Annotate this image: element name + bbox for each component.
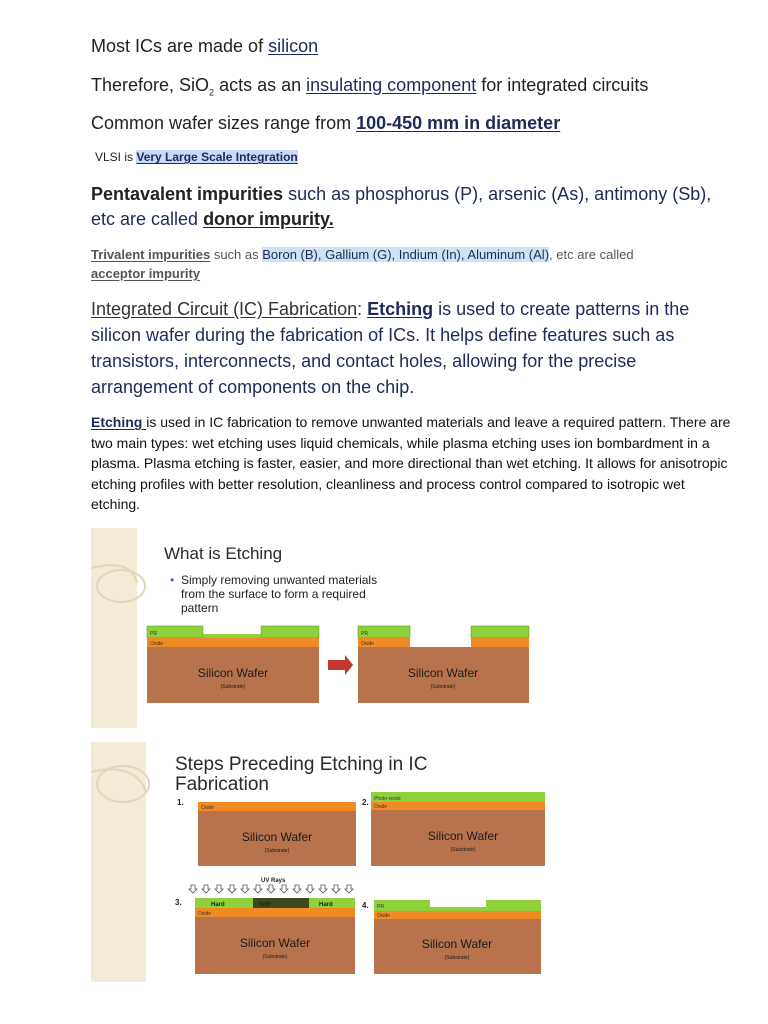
- slide1-bullet-line1: Simply removing unwanted materials: [181, 573, 378, 587]
- sio2-suffix: for integrated circuits: [476, 75, 649, 95]
- wafer-size-line: [91, 113, 560, 134]
- trivalent-elements: Boron (B), Gallium (G), Indium (In), Aluminum (Al): [262, 247, 550, 262]
- slide-what-is-etching: [91, 528, 531, 728]
- ic-fabrication-paragraph: [91, 296, 731, 400]
- step2-substrate-label: (Substrate): [450, 847, 476, 853]
- hard-label-left: Hard: [211, 902, 225, 908]
- step-1-diagram: [177, 798, 356, 866]
- step3-substrate-label: (Substrate): [262, 954, 288, 960]
- slide2-title-line1: Steps Preceding Etching in IC: [175, 754, 428, 775]
- pentavalent-paragraph: [91, 182, 731, 232]
- step4-wafer-label: Silicon Wafer: [421, 937, 493, 951]
- pentavalent-text: such as phosphorus (P), arsenic (As), antimony (Sb), etc are called: [91, 184, 712, 229]
- uv-rays-label: UV Rays: [261, 878, 286, 884]
- soft-label: Soft: [259, 902, 271, 908]
- step2-wafer-label: Silicon Wafer: [427, 829, 499, 843]
- hard-label-right: Hard: [319, 902, 333, 908]
- step4-pr-label: PR: [377, 904, 384, 910]
- photoresist-label: Photo-resist: [374, 796, 401, 802]
- etching-text: is used in IC fabrication to remove unwanted materials and leave a required pattern. There are two main types: wet etching uses liquid chemicals, while plasma etching uses ion bombardment in a plasma. Plasma etching is faster, easier, and more directional than wet etching. It allows for anisotropic etching profiles with better resolution, cleanliness and process control compared to isotropic wet etching.: [91, 414, 731, 512]
- ic-fabrication-colon: :: [357, 299, 368, 319]
- sio2-subscript: 2: [209, 87, 215, 98]
- substrate-label-right: (Substrate): [430, 684, 456, 690]
- acceptor-impurity-term: acceptor impurity: [91, 266, 201, 281]
- etching-bold-term: Etching: [91, 414, 147, 430]
- step1-substrate-label: (Substrate): [264, 848, 290, 854]
- etching-term: Etching: [367, 299, 434, 319]
- step4-oxide-label: Oxide: [377, 913, 391, 919]
- slide1-bullet-line3: pattern: [181, 601, 219, 615]
- step-1-label: 1.: [177, 798, 184, 807]
- ic-fabrication-text: is used to create patterns in the silicon wafer during the fabrication of ICs. It helps define features such as transistors, interconnects, and contact holes, allowing for the precise arrangement of components on the chip.: [91, 299, 690, 397]
- step-4-label: 4.: [362, 901, 369, 910]
- pr-label-left: PR: [150, 631, 157, 637]
- step-2-diagram: [362, 792, 545, 866]
- step1-oxide-label: Oxide: [201, 805, 215, 811]
- insulating-component-link[interactable]: insulating component: [306, 75, 477, 95]
- slide-decor-strip: [91, 528, 137, 728]
- step2-oxide-label: Oxide: [374, 804, 388, 810]
- vlsi-definition: Very Large Scale Integration: [136, 150, 298, 164]
- ic-fabrication-link[interactable]: Integrated Circuit (IC) Fabrication: [91, 299, 358, 319]
- step1-wafer-label: Silicon Wafer: [241, 830, 313, 844]
- wafer-label-right: Silicon Wafer: [407, 666, 479, 680]
- step3-oxide-label: Oxide: [198, 911, 212, 917]
- sio2-line: [91, 75, 648, 98]
- silicon-line: [91, 36, 318, 57]
- donor-impurity-term: donor impurity.: [203, 209, 334, 229]
- trivalent-text: such as: [210, 247, 263, 262]
- slide1-bullet-line2: from the surface to form a required: [181, 587, 366, 601]
- step4-substrate-label: (Substrate): [444, 955, 470, 961]
- oxide-label-left: Oxide: [150, 641, 164, 647]
- slide1-bullet-icon: •: [170, 573, 175, 587]
- vlsi-prefix: VLSI is: [95, 150, 137, 164]
- trivalent-paragraph: [91, 245, 731, 283]
- substrate-label-left: (Substrate): [220, 684, 246, 690]
- sio2-middle: acts as an: [214, 75, 307, 95]
- slide1-title: What is Etching: [164, 544, 283, 563]
- step-2-label: 2.: [362, 798, 369, 807]
- silicon-link[interactable]: silicon: [268, 36, 319, 56]
- step-3-label: 3.: [175, 898, 182, 907]
- step-3-diagram: [175, 898, 355, 974]
- wafer-label-left: Silicon Wafer: [197, 666, 269, 680]
- trivalent-suffix: , etc are called: [549, 247, 634, 262]
- vlsi-line: [95, 150, 298, 164]
- slide2-title-line2: Fabrication: [175, 774, 269, 795]
- wafer-size-prefix: Common wafer sizes range from: [91, 113, 357, 133]
- oxide-label-right: Oxide: [361, 641, 375, 647]
- etching-paragraph: [91, 412, 731, 515]
- slide-steps-preceding-etching: [91, 742, 551, 982]
- wafer-before-etch: [147, 626, 319, 703]
- pr-label-right: PR: [361, 631, 368, 637]
- silicon-line-prefix: Most ICs are made of: [91, 36, 269, 56]
- step-4-diagram: [362, 900, 541, 974]
- step3-wafer-label: Silicon Wafer: [239, 936, 311, 950]
- wafer-size-value: 100-450 mm in diameter: [356, 113, 561, 133]
- trivalent-term: Trivalent impurities: [91, 247, 211, 262]
- sio2-prefix: Therefore, SiO: [91, 75, 210, 95]
- pentavalent-term: Pentavalent impurities: [91, 184, 284, 204]
